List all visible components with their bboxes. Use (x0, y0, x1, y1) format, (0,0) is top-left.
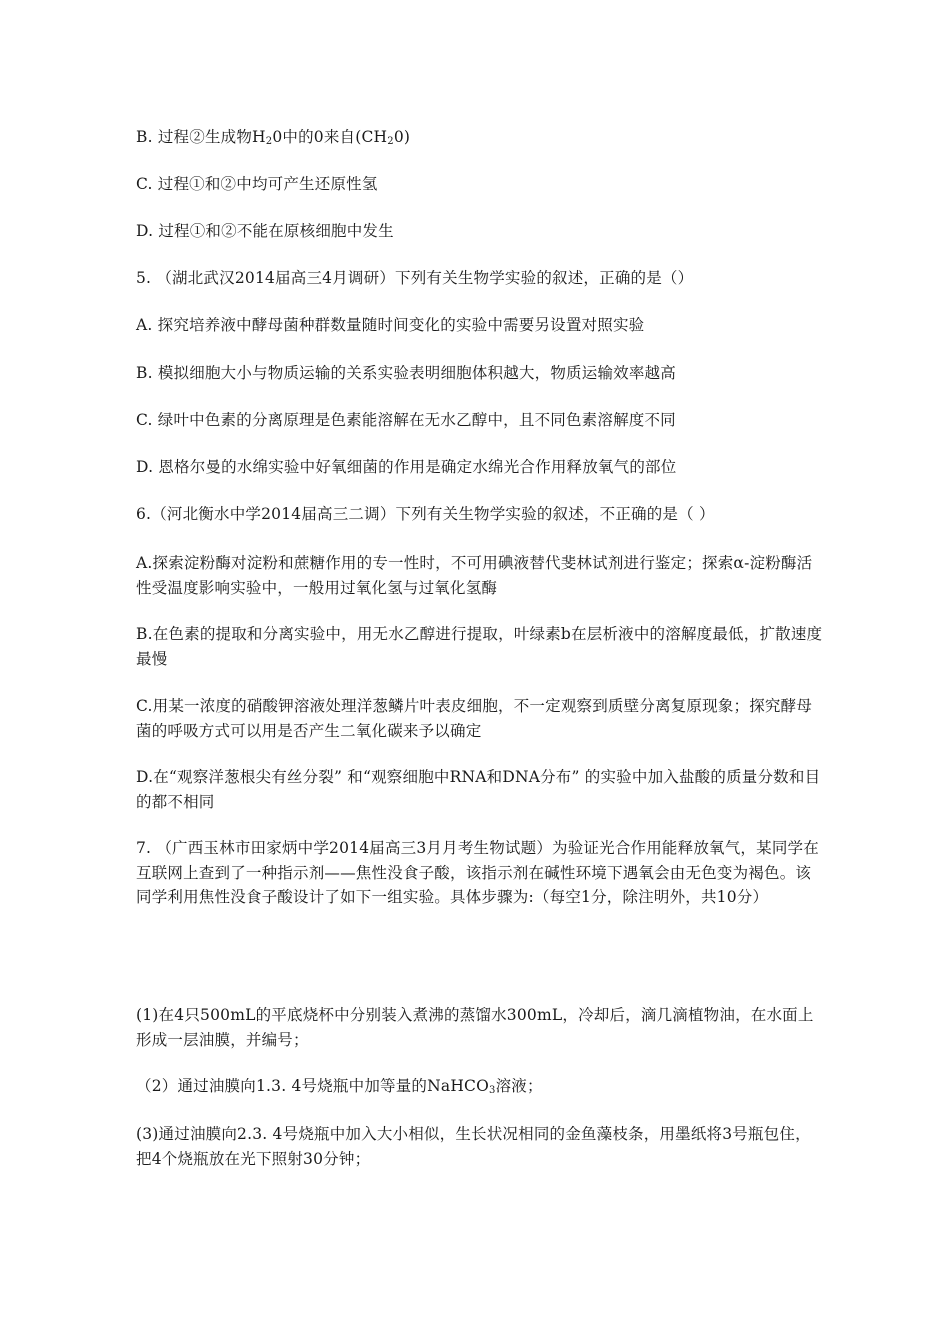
q5-option-b: B. 模拟细胞大小与物质运输的关系实验表明细胞体积越大，物质运输效率越高 (136, 364, 676, 382)
q6-option-c: C.用某一浓度的硝酸钾溶液处理洋葱鳞片叶表皮细胞，不一定观察到质壁分离复原现象；探究酵母菌的呼吸方式可以用是否产生二氧化碳来予以确定 (136, 697, 813, 740)
q7-step-1: (1)在4只500mL的平底烧杯中分别装入煮沸的蒸馏水300mL，冷却后，滴几滴植物油，在水面上形成一层油膜，并编号； (136, 1006, 814, 1049)
q7-step-3: (3)通过油膜向2.3. 4号烧瓶中加入大小相似，生长状况相同的金鱼藻枝条，用墨纸将3号瓶包住，把4个烧瓶放在光下照射30分钟； (136, 1125, 811, 1168)
q4-option-b: B. 过程②生成物$H_20$中的0来自$(CH_20)$ (136, 128, 411, 147)
q5-option-a: A. 探究培养液中酵母菌种群数量随时间变化的实验中需要另设置对照实验 (136, 316, 645, 334)
q5-option-c: C. 绿叶中色素的分离原理是色素能溶解在无水乙醇中，且不同色素溶解度不同 (136, 411, 676, 429)
q7-step-2: （2）通过油膜向1.3. 4号烧瓶中加等量的NaHCO$_3$溶液； (136, 1077, 543, 1096)
q6-option-b: B.在色素的提取和分离实验中，用无水乙醇进行提取，叶绿素b在层析液中的溶解度最低，扩散速度最慢 (136, 625, 823, 668)
q6-option-d: D.在“观察洋葱根尖有丝分裂” 和“观察细胞中RNA和DNA分布” 的实验中加入盐酸的质量分数和目的都不相同 (136, 768, 821, 811)
q6-stem: 6.（河北衡水中学2014届高三二调）下列有关生物学实验的叙述，不正确的是（ ） (136, 505, 715, 523)
q6-option-a: A.探索淀粉酶对淀粉和蔗糖作用的专一性时，不可用碘液替代斐林试剂进行鉴定；探索α-淀粉酶活性受温度影响实验中，一般用过氧化氢与过氧化氢酶 (136, 554, 813, 597)
q5-stem: 5. （湖北武汉2014届高三4月调研）下列有关生物学实验的叙述，正确的是（） (136, 269, 694, 287)
q5-option-d: D. 恩格尔曼的水绵实验中好氧细菌的作用是确定水绵光合作用释放氧气的部位 (136, 458, 677, 476)
q4-option-c: C. 过程①和②中均可产生还原性氢 (136, 175, 378, 193)
q4-option-d: D. 过程①和②不能在原核细胞中发生 (136, 222, 394, 240)
q7-stem: 7. （广西玉林市田家炳中学2014届高三3月月考生物试题）为验证光合作用能释放氧气，某同学在互联网上查到了一种指示剂——焦性没食子酸，该指示剂在碱性环境下遇氧会由无色变为褐色。该同学利用焦性没食子酸设计了如下一组实验。具体步骤为:（每空1分，除注明外，共10分） (136, 839, 819, 906)
